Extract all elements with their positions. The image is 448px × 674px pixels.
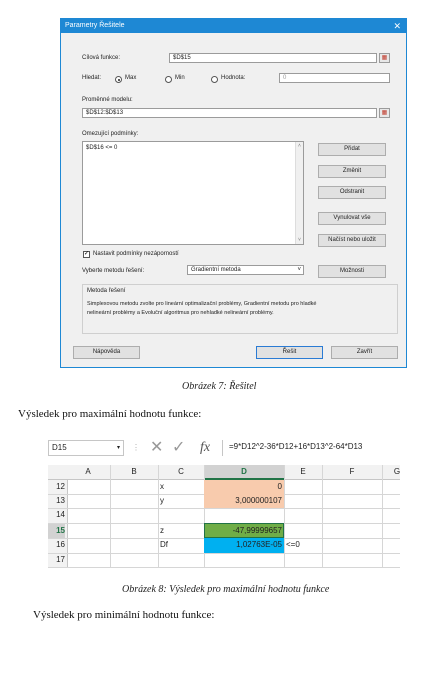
cell-d15[interactable]: -47,99999657: [232, 526, 282, 535]
method-group: [82, 284, 398, 334]
load-save-button[interactable]: Načíst nebo uložit: [318, 234, 386, 247]
constraints-list[interactable]: [82, 141, 304, 245]
options-button[interactable]: Možnosti: [318, 265, 386, 278]
col-header-e[interactable]: E: [300, 467, 306, 476]
col-header-f[interactable]: F: [349, 467, 355, 476]
row-header-16[interactable]: 16: [56, 540, 65, 549]
solve-button[interactable]: Řešit: [256, 346, 323, 359]
value-input[interactable]: 0: [279, 73, 390, 83]
name-box-value: D15: [52, 443, 67, 452]
cell-c15[interactable]: z: [160, 526, 164, 535]
close-icon[interactable]: ✕: [393, 21, 401, 31]
excel-screenshot: [48, 438, 400, 568]
nonnegative-label: Nastavit podmínky nezáporností: [93, 251, 179, 257]
cell-c16[interactable]: Df: [160, 540, 168, 549]
dialog-title: Parametry Řešitele: [61, 19, 406, 33]
function-icon[interactable]: fx: [200, 440, 211, 455]
radio-min[interactable]: [165, 76, 172, 83]
radio-max[interactable]: [115, 76, 122, 83]
name-box[interactable]: [48, 440, 124, 456]
scrollbar[interactable]: [295, 142, 303, 244]
separator-dots-icon: ⋮: [132, 443, 140, 452]
group-text-1: Simplexovou metodu zvolte pro lineární optimalizační problémy, Gradientní metodu pro hladké: [87, 301, 317, 307]
figure-caption-8: Obrázek 8: Výsledek pro maximální hodnotu funkce: [122, 584, 330, 595]
paragraph-min: Výsledek pro minimální hodnotu funkce:: [33, 609, 215, 621]
method-select[interactable]: [187, 265, 304, 275]
col-header-b[interactable]: B: [131, 467, 137, 476]
constraints-label: Omezující podmínky:: [82, 131, 139, 137]
col-header-g[interactable]: G: [393, 467, 401, 476]
row-header-15[interactable]: 15: [48, 524, 65, 538]
solver-dialog: [60, 18, 407, 368]
cell-d12[interactable]: 0: [277, 482, 282, 491]
delete-button[interactable]: Odstranit: [318, 186, 386, 199]
radio-value-label: Hodnota:: [221, 75, 246, 81]
formula-input[interactable]: =9*D12^2-36*D12+16*D13^2-64*D13: [222, 440, 400, 456]
changing-input[interactable]: $D$12:$D$13: [82, 108, 377, 118]
cell-d16[interactable]: 1,02763E-05: [236, 540, 282, 549]
range-select-icon[interactable]: ▦: [379, 53, 390, 63]
row-header-17[interactable]: 17: [56, 555, 65, 564]
cell-c13[interactable]: y: [160, 496, 164, 505]
col-header-a[interactable]: A: [85, 467, 91, 476]
cancel-icon[interactable]: ✕: [150, 439, 164, 456]
group-text-2: nelineární problémy a Evoluční algoritmus pro nehladké nelineární problémy.: [87, 310, 274, 316]
paragraph-max: Výsledek pro maximální hodnotu funkce:: [18, 408, 202, 420]
group-title: Metoda řešení: [87, 288, 126, 294]
objective-input[interactable]: $D$15: [169, 53, 377, 63]
row-header-14[interactable]: 14: [56, 510, 65, 519]
objective-label: Cílová funkce:: [82, 55, 121, 61]
change-button[interactable]: Změnit: [318, 165, 386, 178]
col-header-d[interactable]: D: [204, 465, 284, 480]
close-button[interactable]: Zavřít: [331, 346, 398, 359]
reset-all-button[interactable]: Vynulovat vše: [318, 212, 386, 225]
add-button[interactable]: Přidat: [318, 143, 386, 156]
chevron-down-icon[interactable]: ˅: [297, 267, 301, 273]
to-label: Hledat:: [82, 75, 102, 81]
radio-max-label: Max: [125, 75, 137, 81]
method-label: Vyberte metodu řešení:: [82, 268, 145, 274]
cell-e16[interactable]: <=0: [286, 540, 300, 549]
cell-c12[interactable]: x: [160, 482, 164, 491]
scroll-up-icon[interactable]: ˄: [298, 143, 301, 149]
scroll-down-icon[interactable]: ˅: [298, 237, 301, 243]
list-item[interactable]: $D$16 <= 0: [86, 145, 118, 151]
help-button[interactable]: Nápověda: [73, 346, 140, 359]
changing-label: Proměnné modelu:: [82, 97, 133, 103]
enter-icon[interactable]: ✓: [172, 439, 186, 456]
figure-caption-7: Obrázek 7: Řešitel: [182, 381, 257, 392]
cell-d13[interactable]: 3,000000107: [235, 496, 282, 505]
method-value: Gradientní metoda: [191, 267, 241, 273]
range-select-icon[interactable]: ▦: [379, 108, 390, 118]
chevron-down-icon[interactable]: ▾: [116, 445, 120, 451]
row-header-12[interactable]: 12: [56, 482, 65, 491]
radio-value[interactable]: [211, 76, 218, 83]
col-header-c[interactable]: C: [178, 467, 184, 476]
nonnegative-checkbox[interactable]: ✓: [84, 251, 90, 257]
row-header-13[interactable]: 13: [56, 496, 65, 505]
radio-min-label: Min: [175, 75, 185, 81]
